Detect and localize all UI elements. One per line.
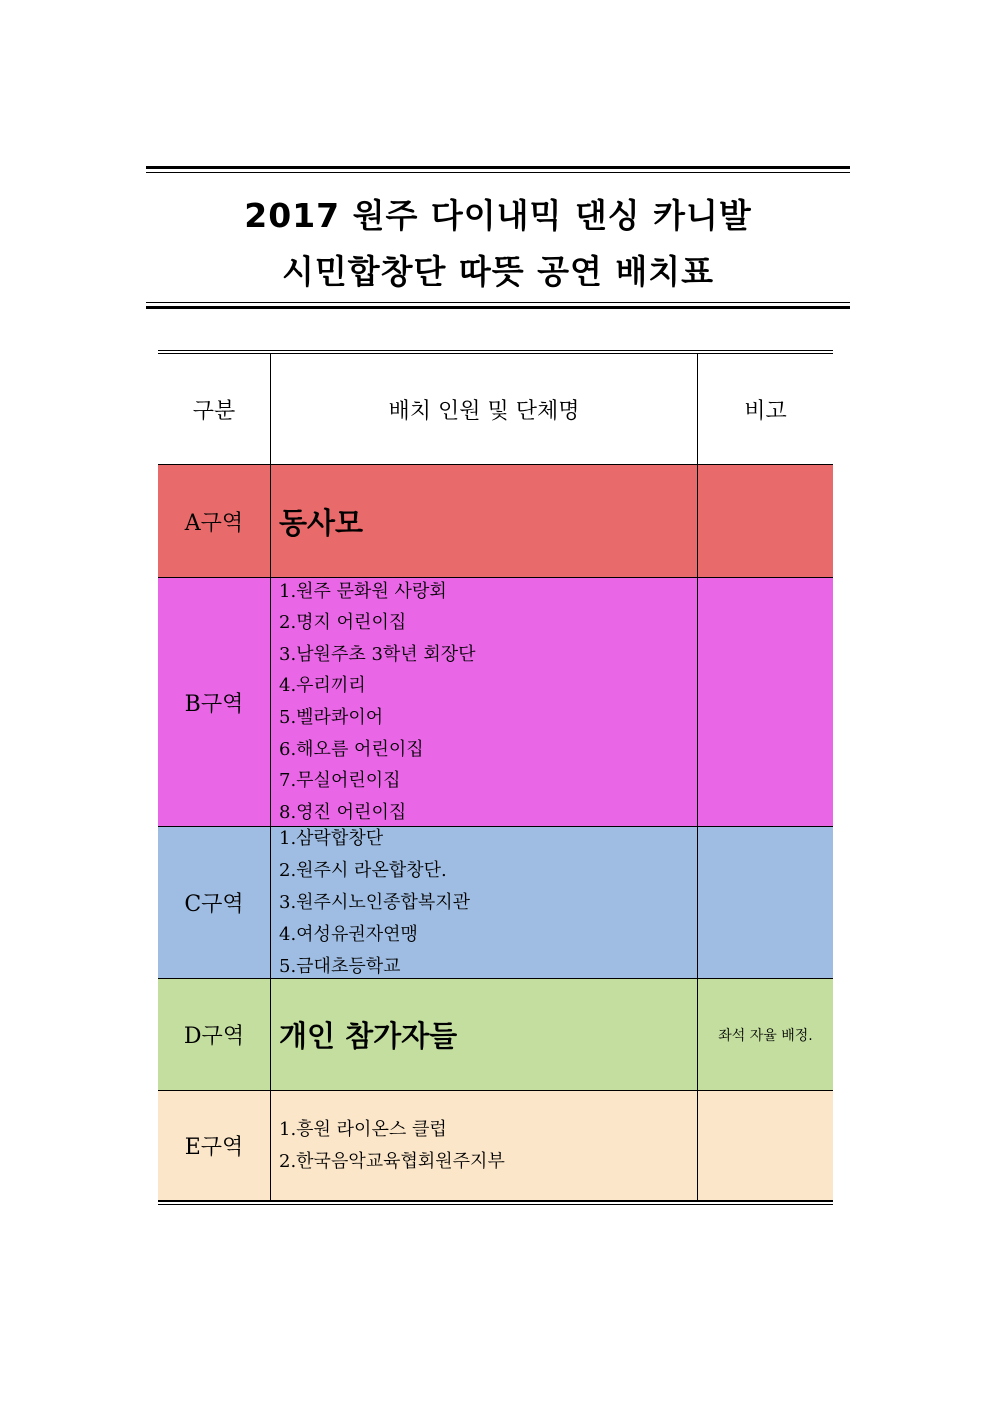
note-cell: [698, 1091, 833, 1200]
group-item: 8.영진 어린이집: [279, 801, 407, 823]
group-item: 5.벨라콰이어: [279, 707, 384, 728]
group-list: [271, 1091, 698, 1200]
group-name: [271, 979, 698, 1090]
section-label: C구역: [158, 827, 271, 978]
group-item: 1.흥원 라이온스 클럽: [279, 1118, 447, 1140]
section-label: D구역: [158, 979, 271, 1090]
note-cell: [698, 465, 833, 577]
group-item: 4.여성유권자연맹: [279, 923, 418, 945]
group-item: 3.원주시노인종합복지관: [279, 891, 471, 913]
header-groups: 배치 인원 및 단체명: [271, 354, 698, 464]
group-item: 1.삼락합창단: [279, 827, 384, 849]
title-top-rule: [146, 166, 850, 173]
group-item: 3.남원주초 3학년 회장단: [279, 643, 476, 665]
group-item: 4.우리끼리: [279, 675, 366, 697]
table-row-a: [158, 465, 833, 578]
table-row-d: [158, 979, 833, 1091]
title-box: [146, 166, 850, 309]
seating-table: [158, 350, 833, 1205]
title-bottom-rule: [146, 302, 850, 309]
group-item: 2.한국음악교육협회원주지부: [279, 1150, 505, 1172]
group-name: [271, 465, 698, 577]
group-name-text: 동사모: [279, 505, 364, 540]
note-cell: [698, 578, 833, 826]
header-section: 구분: [158, 354, 271, 464]
table-row-b: [158, 578, 833, 827]
table-row-e: [158, 1091, 833, 1201]
table-header-row: [158, 354, 833, 465]
group-item: 7.무실어린이집: [279, 770, 401, 792]
group-item: 5.금대초등학교: [279, 955, 401, 977]
title-line-1: 2017 원주 다이내믹 댄싱 카니발: [244, 196, 752, 235]
section-label: B구역: [158, 578, 271, 826]
note-cell: 좌석 자율 배정.: [718, 1027, 813, 1044]
title-line-2: 시민합창단 따뜻 공연 배치표: [281, 252, 714, 291]
header-note: 비고: [744, 398, 787, 424]
group-item: 2.원주시 라온합창단.: [279, 859, 447, 881]
group-list: [271, 827, 698, 978]
group-list: [271, 578, 698, 826]
group-item: 1.원주 문화원 사랑회: [279, 580, 447, 602]
table-row-c: [158, 827, 833, 979]
note-cell: [698, 827, 833, 978]
section-label: E구역: [158, 1091, 271, 1200]
group-name-text: 개인 참가자들: [279, 1019, 458, 1053]
group-item: 6.해오름 어린이집: [279, 738, 424, 760]
table-bottom-rule: [158, 1201, 833, 1205]
group-item: 2.명지 어린이집: [279, 612, 407, 634]
section-label: A구역: [158, 465, 271, 577]
